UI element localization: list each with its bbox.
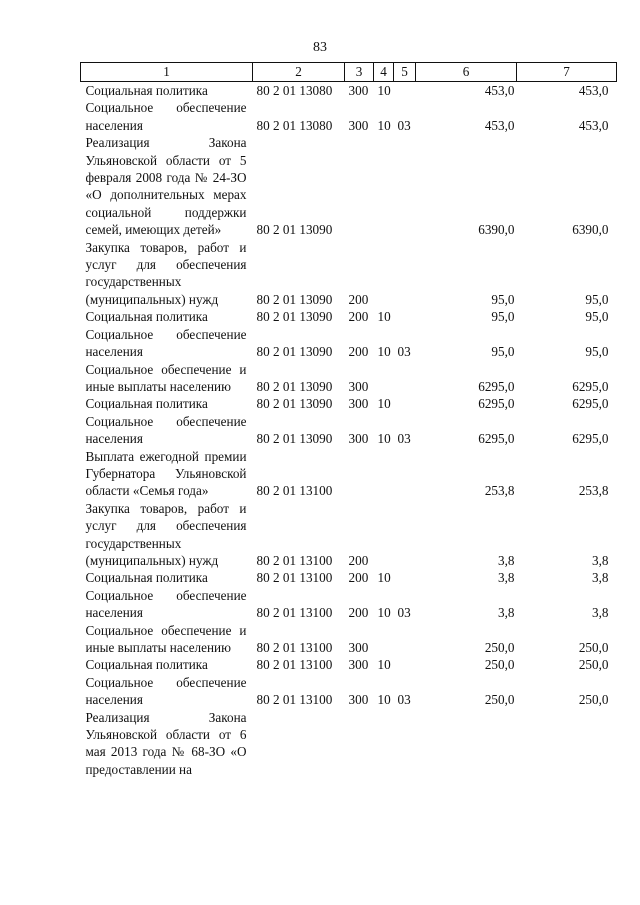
section-code: 10 bbox=[377, 431, 391, 447]
target-article-code: 80 2 01 13100 bbox=[256, 552, 333, 568]
amount-col-7: 6295,0 bbox=[572, 396, 609, 412]
header-col-7: 7 bbox=[517, 63, 617, 82]
row-name: Социальное обеспечение и иные выплаты населению bbox=[85, 361, 247, 394]
amount-col-7: 6295,0 bbox=[572, 378, 609, 394]
expense-type-code: 300 bbox=[348, 83, 369, 98]
row-name: Социальное обеспечение и иные выплаты населению bbox=[85, 622, 247, 655]
subsection-code bbox=[394, 448, 416, 500]
table-row bbox=[81, 134, 617, 238]
expense-type-code: 200 bbox=[348, 291, 369, 307]
subsection-code: 03 bbox=[397, 605, 411, 621]
amount-col-6: 6295,0 bbox=[478, 396, 515, 412]
subsection-code bbox=[394, 709, 416, 779]
amount-col-7: 250,0 bbox=[578, 640, 609, 655]
amount-col-7: 95,0 bbox=[585, 309, 609, 325]
budget-table bbox=[80, 62, 617, 778]
subsection-code: 03 bbox=[397, 692, 411, 708]
target-article-code: 80 2 01 13090 bbox=[256, 431, 333, 447]
expense-type-code: 200 bbox=[348, 605, 369, 621]
expense-type-code bbox=[345, 709, 374, 779]
table-row bbox=[81, 656, 617, 673]
expense-type-code bbox=[345, 134, 374, 238]
section-code: 10 bbox=[377, 344, 391, 360]
expense-type-code: 300 bbox=[348, 431, 369, 447]
subsection-code: 03 bbox=[397, 344, 411, 360]
subsection-code bbox=[394, 569, 416, 586]
amount-col-6: 6295,0 bbox=[478, 431, 515, 447]
subsection-code: 03 bbox=[397, 117, 411, 133]
amount-col-7: 6295,0 bbox=[572, 431, 609, 447]
amount-col-6: 3,8 bbox=[498, 552, 515, 568]
amount-col-6: 3,8 bbox=[498, 605, 515, 621]
amount-col-6: 95,0 bbox=[491, 291, 515, 307]
expense-type-code: 300 bbox=[348, 378, 369, 394]
amount-col-7: 3,8 bbox=[592, 552, 609, 568]
amount-col-7: 253,8 bbox=[578, 483, 609, 499]
row-name: Социальное обеспечение населения bbox=[85, 326, 247, 360]
target-article-code: 80 2 01 13100 bbox=[256, 692, 333, 708]
table-row bbox=[81, 361, 617, 396]
target-article-code: 80 2 01 13100 bbox=[256, 483, 333, 499]
row-name: Закупка товаров, работ и услуг для обеспечения государственных (муниципальных) нужд bbox=[85, 500, 247, 568]
amount-col-6: 6295,0 bbox=[478, 378, 515, 394]
target-article-code: 80 2 01 13090 bbox=[256, 378, 333, 394]
section-code bbox=[374, 239, 394, 309]
amount-col-7: 3,8 bbox=[592, 605, 609, 621]
expense-type-code: 200 bbox=[348, 552, 369, 568]
expense-type-code: 200 bbox=[348, 344, 369, 360]
amount-col-6: 250,0 bbox=[484, 640, 515, 655]
amount-col-6: 250,0 bbox=[484, 692, 515, 708]
amount-col-6: 95,0 bbox=[491, 309, 515, 325]
target-article-code: 80 2 01 13090 bbox=[256, 222, 333, 238]
header-col-3: 3 bbox=[345, 63, 374, 82]
table-row bbox=[81, 709, 617, 779]
amount-col-7: 453,0 bbox=[578, 83, 609, 98]
target-article-code: 80 2 01 13080 bbox=[256, 83, 333, 98]
row-name: Закупка товаров, работ и услуг для обеспечения государственных (муниципальных) нужд bbox=[85, 239, 247, 307]
amount-col-7: 453,0 bbox=[578, 117, 609, 133]
header-col-2: 2 bbox=[253, 63, 345, 82]
row-name: Социальное обеспечение населения bbox=[85, 587, 247, 621]
section-code bbox=[374, 448, 394, 500]
amount-col-6 bbox=[416, 709, 517, 779]
section-code: 10 bbox=[377, 309, 391, 325]
expense-type-code: 300 bbox=[348, 117, 369, 133]
expense-type-code: 300 bbox=[348, 692, 369, 708]
amount-col-6: 453,0 bbox=[484, 83, 515, 98]
row-name: Социальная политика bbox=[85, 309, 208, 325]
table-row bbox=[81, 448, 617, 500]
expense-type-code: 300 bbox=[348, 640, 369, 655]
expense-type-code: 300 bbox=[348, 657, 369, 673]
expense-type-code bbox=[345, 448, 374, 500]
amount-col-7: 3,8 bbox=[592, 570, 609, 586]
section-code bbox=[374, 500, 394, 570]
table-body bbox=[81, 82, 617, 779]
table-row bbox=[81, 82, 617, 100]
amount-col-7 bbox=[517, 709, 617, 779]
table-row bbox=[81, 239, 617, 309]
section-code: 10 bbox=[377, 692, 391, 708]
amount-col-7: 250,0 bbox=[578, 692, 609, 708]
section-code bbox=[374, 134, 394, 238]
expense-type-code: 300 bbox=[348, 396, 369, 412]
row-name: Социальное обеспечение населения bbox=[85, 674, 247, 708]
row-name: Социальная политика bbox=[85, 657, 208, 673]
table-row bbox=[81, 413, 617, 448]
target-article-code: 80 2 01 13100 bbox=[256, 605, 333, 621]
header-row bbox=[81, 63, 617, 82]
target-article-code: 80 2 01 13090 bbox=[256, 291, 333, 307]
amount-col-6: 253,8 bbox=[484, 483, 515, 499]
amount-col-6: 250,0 bbox=[484, 657, 515, 673]
page-number: 83 bbox=[313, 40, 327, 55]
section-code: 10 bbox=[377, 396, 391, 412]
target-article-code: 80 2 01 13090 bbox=[256, 344, 333, 360]
table-row bbox=[81, 308, 617, 325]
expense-type-code: 200 bbox=[348, 570, 369, 586]
table-row bbox=[81, 674, 617, 709]
amount-col-6: 453,0 bbox=[484, 117, 515, 133]
row-name: Реализация Закона Ульяновской области от 6 мая 2013 года № 68-ЗО «О предоставлении на bbox=[85, 709, 247, 777]
header-col-4: 4 bbox=[374, 63, 394, 82]
table-row bbox=[81, 622, 617, 657]
table-row bbox=[81, 326, 617, 361]
amount-col-7: 250,0 bbox=[578, 657, 609, 673]
subsection-code: 03 bbox=[397, 431, 411, 447]
subsection-code bbox=[394, 361, 416, 396]
row-name: Выплата ежегодной премии Губернатора Ульяновской области «Семья года» bbox=[85, 448, 247, 499]
row-name: Социальное обеспечение населения bbox=[85, 100, 247, 133]
header-col-5: 5 bbox=[394, 63, 416, 82]
target-article-code: 80 2 01 13100 bbox=[256, 640, 333, 655]
section-code: 10 bbox=[377, 605, 391, 621]
target-article-code: 80 2 01 13100 bbox=[256, 657, 333, 673]
table-row bbox=[81, 500, 617, 570]
header-col-1: 1 bbox=[81, 63, 253, 82]
amount-col-7: 6390,0 bbox=[572, 222, 609, 238]
target-article-code: 80 2 01 13090 bbox=[256, 309, 333, 325]
section-code bbox=[374, 709, 394, 779]
section-code bbox=[374, 361, 394, 396]
subsection-code bbox=[394, 308, 416, 325]
row-name: Социальная политика bbox=[85, 83, 208, 98]
subsection-code bbox=[394, 134, 416, 238]
amount-col-6: 95,0 bbox=[491, 344, 515, 360]
amount-col-6: 3,8 bbox=[498, 570, 515, 586]
subsection-code bbox=[394, 82, 416, 100]
subsection-code bbox=[394, 622, 416, 657]
subsection-code bbox=[394, 656, 416, 673]
table-row bbox=[81, 587, 617, 622]
target-article-code bbox=[253, 709, 345, 779]
row-name: Реализация Закона Ульяновской области от 5 февраля 2008 года № 24-ЗО «О дополнительных мерах социальной поддержки семей, имеющих детей» bbox=[85, 135, 247, 238]
subsection-code bbox=[394, 395, 416, 412]
amount-col-7: 95,0 bbox=[585, 344, 609, 360]
table-row bbox=[81, 569, 617, 586]
row-name: Социальная политика bbox=[85, 570, 208, 586]
section-code: 10 bbox=[377, 657, 391, 673]
header-col-6: 6 bbox=[416, 63, 517, 82]
subsection-code bbox=[394, 239, 416, 309]
table-row bbox=[81, 99, 617, 134]
target-article-code: 80 2 01 13090 bbox=[256, 396, 333, 412]
section-code: 10 bbox=[377, 570, 391, 586]
row-name: Социальное обеспечение населения bbox=[85, 413, 247, 447]
expense-type-code: 200 bbox=[348, 309, 369, 325]
section-code: 10 bbox=[377, 117, 391, 133]
target-article-code: 80 2 01 13100 bbox=[256, 570, 333, 586]
target-article-code: 80 2 01 13080 bbox=[256, 117, 333, 133]
amount-col-6: 6390,0 bbox=[478, 222, 515, 238]
section-code: 10 bbox=[377, 83, 391, 98]
subsection-code bbox=[394, 500, 416, 570]
row-name: Социальная политика bbox=[85, 396, 208, 412]
table-row bbox=[81, 395, 617, 412]
section-code bbox=[374, 622, 394, 657]
amount-col-7: 95,0 bbox=[585, 291, 609, 307]
